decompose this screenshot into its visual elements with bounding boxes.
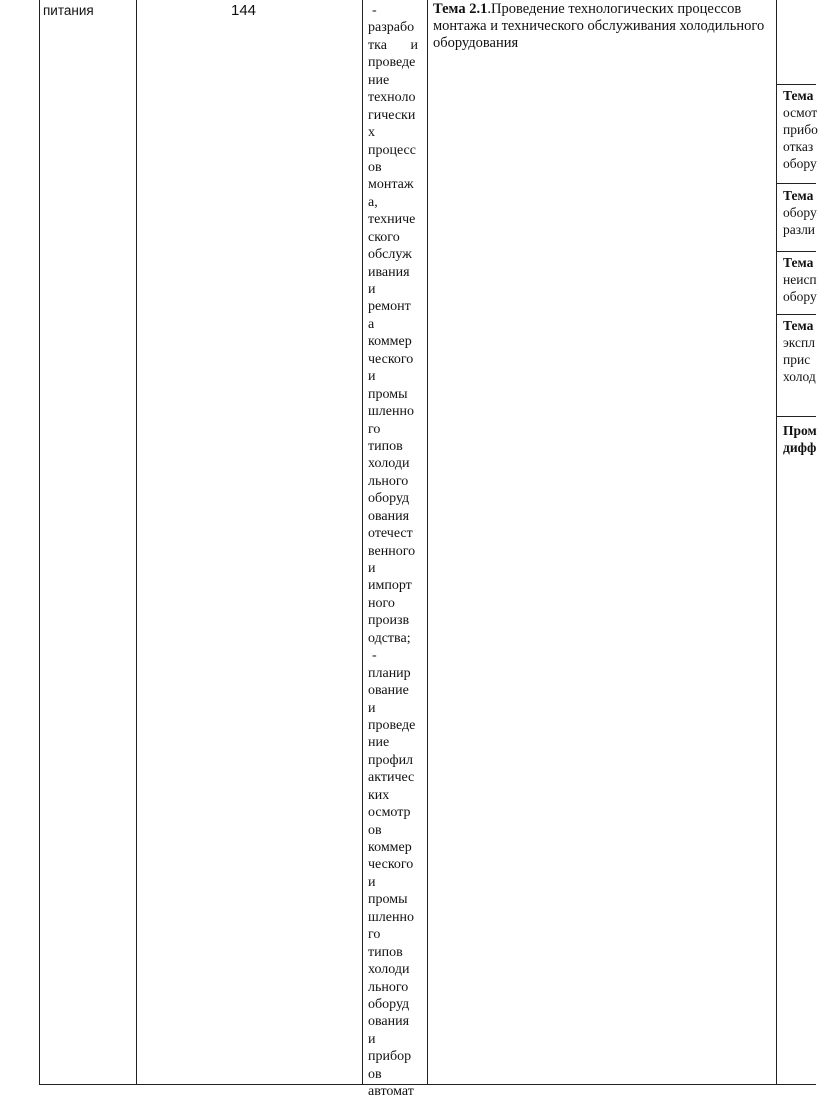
side-cell-line: обору (783, 156, 817, 171)
competency-line: и (368, 700, 376, 716)
competency-line: и (368, 369, 376, 385)
cell-topic (433, 1, 771, 52)
competency-line: ние (368, 735, 390, 751)
competency-line: одства; (368, 630, 411, 646)
cell-competencies (368, 2, 418, 1101)
side-cell-line: прис (783, 352, 811, 367)
competency-line: типов (368, 944, 403, 960)
competency-line: оборуд (368, 996, 410, 1012)
side-cell-line: неисп (783, 272, 817, 287)
competency-line: шленно (368, 909, 414, 925)
competency-line: холоди (368, 962, 410, 978)
side-cell-heading: Тема (783, 188, 814, 203)
competency-line: актичес (368, 770, 415, 786)
competency-line: произв (368, 613, 410, 629)
competency-line: ов (368, 822, 382, 838)
side-cell (783, 187, 823, 238)
side-cell-line: обору (783, 205, 817, 220)
competency-line: х (368, 125, 375, 141)
competency-line: оборуд (368, 491, 410, 507)
competency-line: венного (368, 543, 416, 559)
competency-line: импорт (368, 578, 412, 594)
cell-hours: 144 (231, 2, 257, 19)
competency-line: проведе (368, 717, 416, 733)
competency-line: типов (368, 438, 403, 454)
table-border-col5 (776, 0, 777, 1085)
side-cell-heading: Тема (783, 318, 814, 333)
competency-line: льного (368, 473, 409, 489)
competency-line: промы (368, 892, 408, 908)
table-border-col4 (427, 0, 428, 1085)
competency-line: тка и (368, 37, 418, 53)
competency-line: прибор (368, 1049, 412, 1065)
side-cell-heading: Пром (783, 423, 817, 438)
competency-line: монтаж (368, 177, 414, 193)
side-row-divider (776, 251, 816, 252)
competency-line: и (368, 561, 376, 576)
competency-line: ского (368, 229, 400, 245)
competency-line: - (372, 3, 377, 18)
table-border-left (39, 0, 40, 1085)
cell-discipline: питания (43, 3, 94, 18)
competency-line: ческого (368, 857, 414, 873)
competency-line: техниче (368, 212, 416, 228)
competency-line: ивания (368, 264, 410, 280)
competency-line: го (368, 421, 381, 437)
side-cell (783, 422, 823, 456)
side-cell-line: дифф (783, 440, 817, 455)
topic-label: Тема 2.1 (433, 1, 488, 17)
competency-line: отечест (368, 526, 413, 542)
competency-line: автомат (368, 1084, 414, 1100)
competency-line: льного (368, 979, 409, 995)
competency-line: промы (368, 386, 408, 402)
competency-line: проведе (368, 55, 416, 71)
table-border-col3 (362, 0, 363, 1085)
side-row-divider (776, 416, 816, 417)
topic-text: .Проведение технологических процессов монтажа и технического обслуживания холодильного оборудования (433, 1, 765, 51)
side-cell-line: обору (783, 289, 817, 304)
competency-line: а (368, 316, 375, 332)
competency-line: ческого (368, 351, 414, 367)
side-cell (783, 254, 823, 305)
competency-line: разрабо (368, 20, 415, 36)
side-cell-line: осмот (783, 105, 818, 120)
side-row-divider (776, 84, 816, 85)
competency-line: процесс (368, 142, 416, 158)
competency-line: планир (368, 665, 411, 681)
side-cell-line: прибо (783, 122, 818, 137)
side-cell-line: экспл (783, 335, 815, 350)
competency-line: гически (368, 107, 416, 123)
competency-line: осмотр (368, 805, 411, 821)
table-border-bottom (39, 1084, 816, 1085)
side-cell-heading: Тема (783, 255, 814, 270)
competency-line: обслуж (368, 247, 412, 263)
side-cell-heading: Тема (783, 88, 814, 103)
side-cell-line: холод (783, 369, 816, 384)
competency-line: профил (368, 752, 414, 768)
competency-line: шленно (368, 404, 414, 420)
competency-line: и (368, 1031, 376, 1047)
competency-line: ование (368, 683, 409, 699)
side-cell-line: разли (783, 222, 816, 237)
side-cell (783, 87, 823, 172)
competency-line: холоди (368, 456, 410, 472)
competency-line: ования (368, 1014, 410, 1030)
competency-line: ние (368, 72, 390, 88)
competency-line: ов (368, 159, 382, 175)
competency-line: техноло (368, 90, 416, 106)
competency-line: коммер (368, 334, 412, 350)
competency-line: ремонт (368, 299, 411, 315)
competency-line: ного (368, 595, 395, 611)
table-border-col2 (136, 0, 137, 1085)
competency-line: коммер (368, 840, 412, 855)
side-row-divider (776, 183, 816, 184)
competency-line: ов (368, 1066, 382, 1082)
competency-line: а, (368, 194, 378, 210)
competency-line: го (368, 927, 381, 943)
side-row-divider (776, 314, 816, 315)
competency-line: - (372, 648, 377, 664)
side-cell (783, 317, 823, 385)
side-cell-line: отказ (783, 139, 814, 154)
competency-line: ких (368, 787, 390, 803)
competency-line: ования (368, 508, 410, 524)
competency-line: и (368, 282, 376, 297)
competency-line: и (368, 874, 376, 890)
